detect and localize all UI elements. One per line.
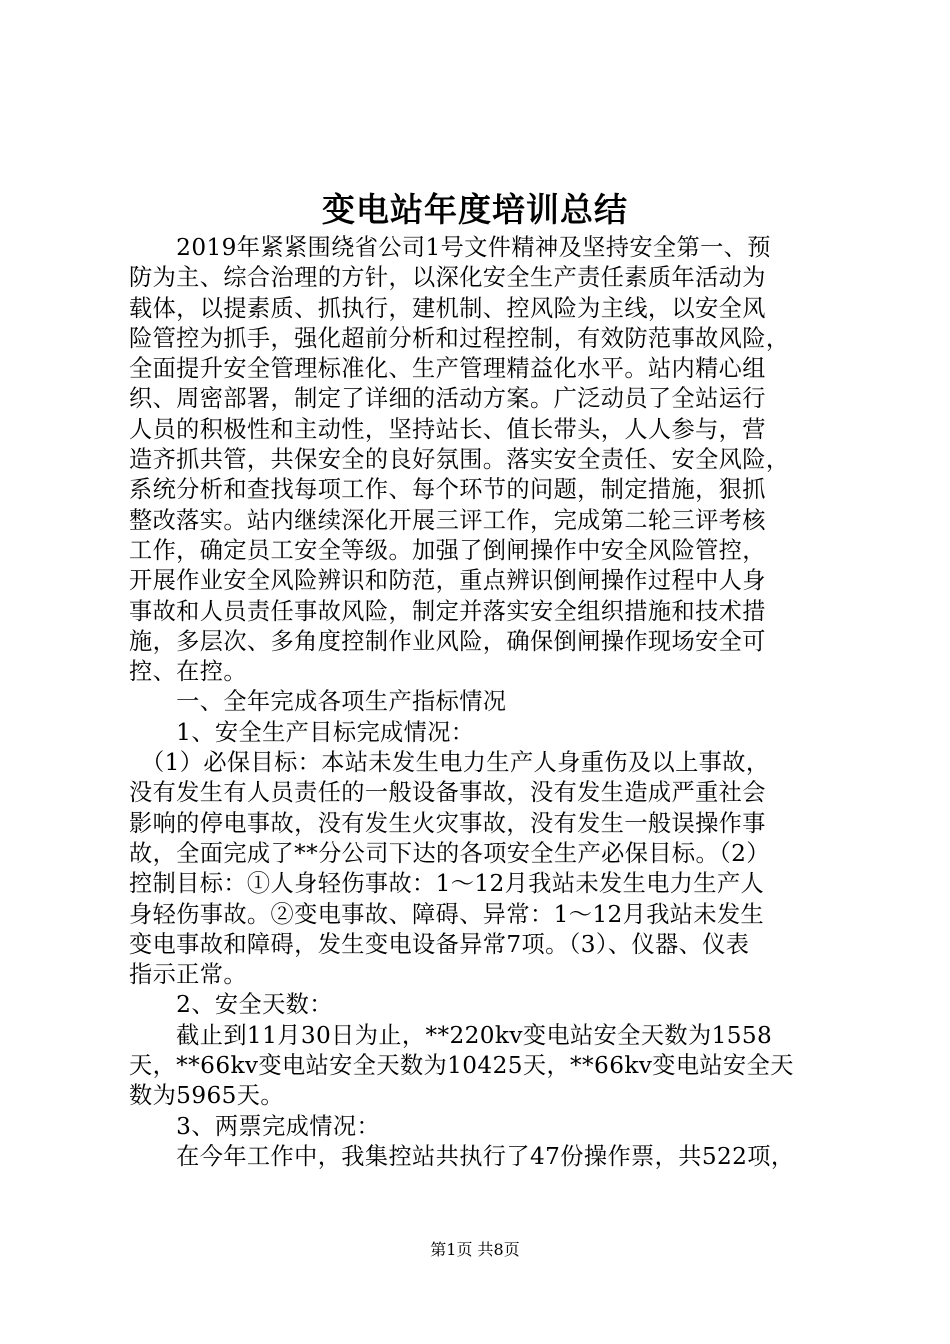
body-line: 人员的积极性和主动性，坚持站长、值长带头，人人参与，营 [129,415,766,443]
body-line: 开展作业安全风险辨识和防范，重点辨识倒闸操作过程中人身 [129,567,766,595]
body-line: 控、在控。 [129,658,247,686]
body-line: 险管控为抓手，强化超前分析和过程控制，有效防范事故风险， [129,324,790,352]
body-line: 系统分析和查找每项工作、每个环节的问题，制定措施，狠抓 [129,476,766,504]
body-line: 整改落实。站内继续深化开展三评工作，完成第二轮三评考核 [129,506,766,534]
body-line: 2019年紧紧围绕省公司1号文件精神及坚持安全第一、预 [129,234,771,261]
body-line: 载体，以提素质、抓执行，建机制、控风险为主线，以安全风 [129,294,766,322]
document-body [129,233,829,1172]
body-line: 天，**66kv变电站安全天数为10425天，**66kv变电站安全天 [129,1052,794,1080]
body-line: 控制目标：①人身轻伤事故：1～12月我站未发生电力生产人 [129,870,765,898]
body-line: 没有发生有人员责任的一般设备事故，没有发生造成严重社会 [129,779,766,807]
body-line: 工作，确定员工安全等级。加强了倒闸操作中安全风险管控， [129,536,766,564]
body-line: 全面提升安全管理标准化、生产管理精益化水平。站内精心组 [129,355,766,383]
body-line: （1）必保目标：本站未发生电力生产人身重伤及以上事故， [129,749,770,777]
body-line: 截止到11月30日为止，**220kv变电站安全天数为1558 [129,1021,773,1049]
document-title: 变电站年度培训总结 [322,190,628,229]
section-heading: 一、全年完成各项生产指标情况 [129,688,507,716]
subsection-heading: 1、安全生产目标完成情况： [129,718,475,746]
body-line: 变电事故和障碍，发生变电设备异常7项。（3）、仪器、仪表 [129,930,750,958]
page-number-footer: 第1页 共8页 [430,1240,520,1259]
body-line: 指示正常。 [129,961,247,989]
body-line: 施，多层次、多角度控制作业风险，确保倒闸操作现场安全可 [129,627,766,655]
body-line: 造齐抓共管，共保安全的良好氛围。落实安全责任、安全风险， [129,446,790,474]
body-line: 防为主、综合治理的方针，以深化安全生产责任素质年活动为 [129,264,766,292]
body-line: 织、周密部署，制定了详细的活动方案。广泛动员了全站运行 [129,385,766,413]
body-line: 故，全面完成了**分公司下达的各项安全生产必保目标。（2） [129,839,770,867]
body-line: 在今年工作中，我集控站共执行了47份操作票，共522项， [129,1142,795,1170]
body-line: 影响的停电事故，没有发生火灾事故，没有发生一般误操作事 [129,809,766,837]
body-line: 事故和人员责任事故风险，制定并落实安全组织措施和技术措 [129,597,766,625]
subsection-heading: 3、两票完成情况： [129,1112,381,1140]
body-line: 身轻伤事故。②变电事故、障碍、异常：1～12月我站未发生 [129,900,765,928]
body-line: 数为5965天。 [129,1082,284,1110]
subsection-heading: 2、安全天数： [129,991,333,1019]
